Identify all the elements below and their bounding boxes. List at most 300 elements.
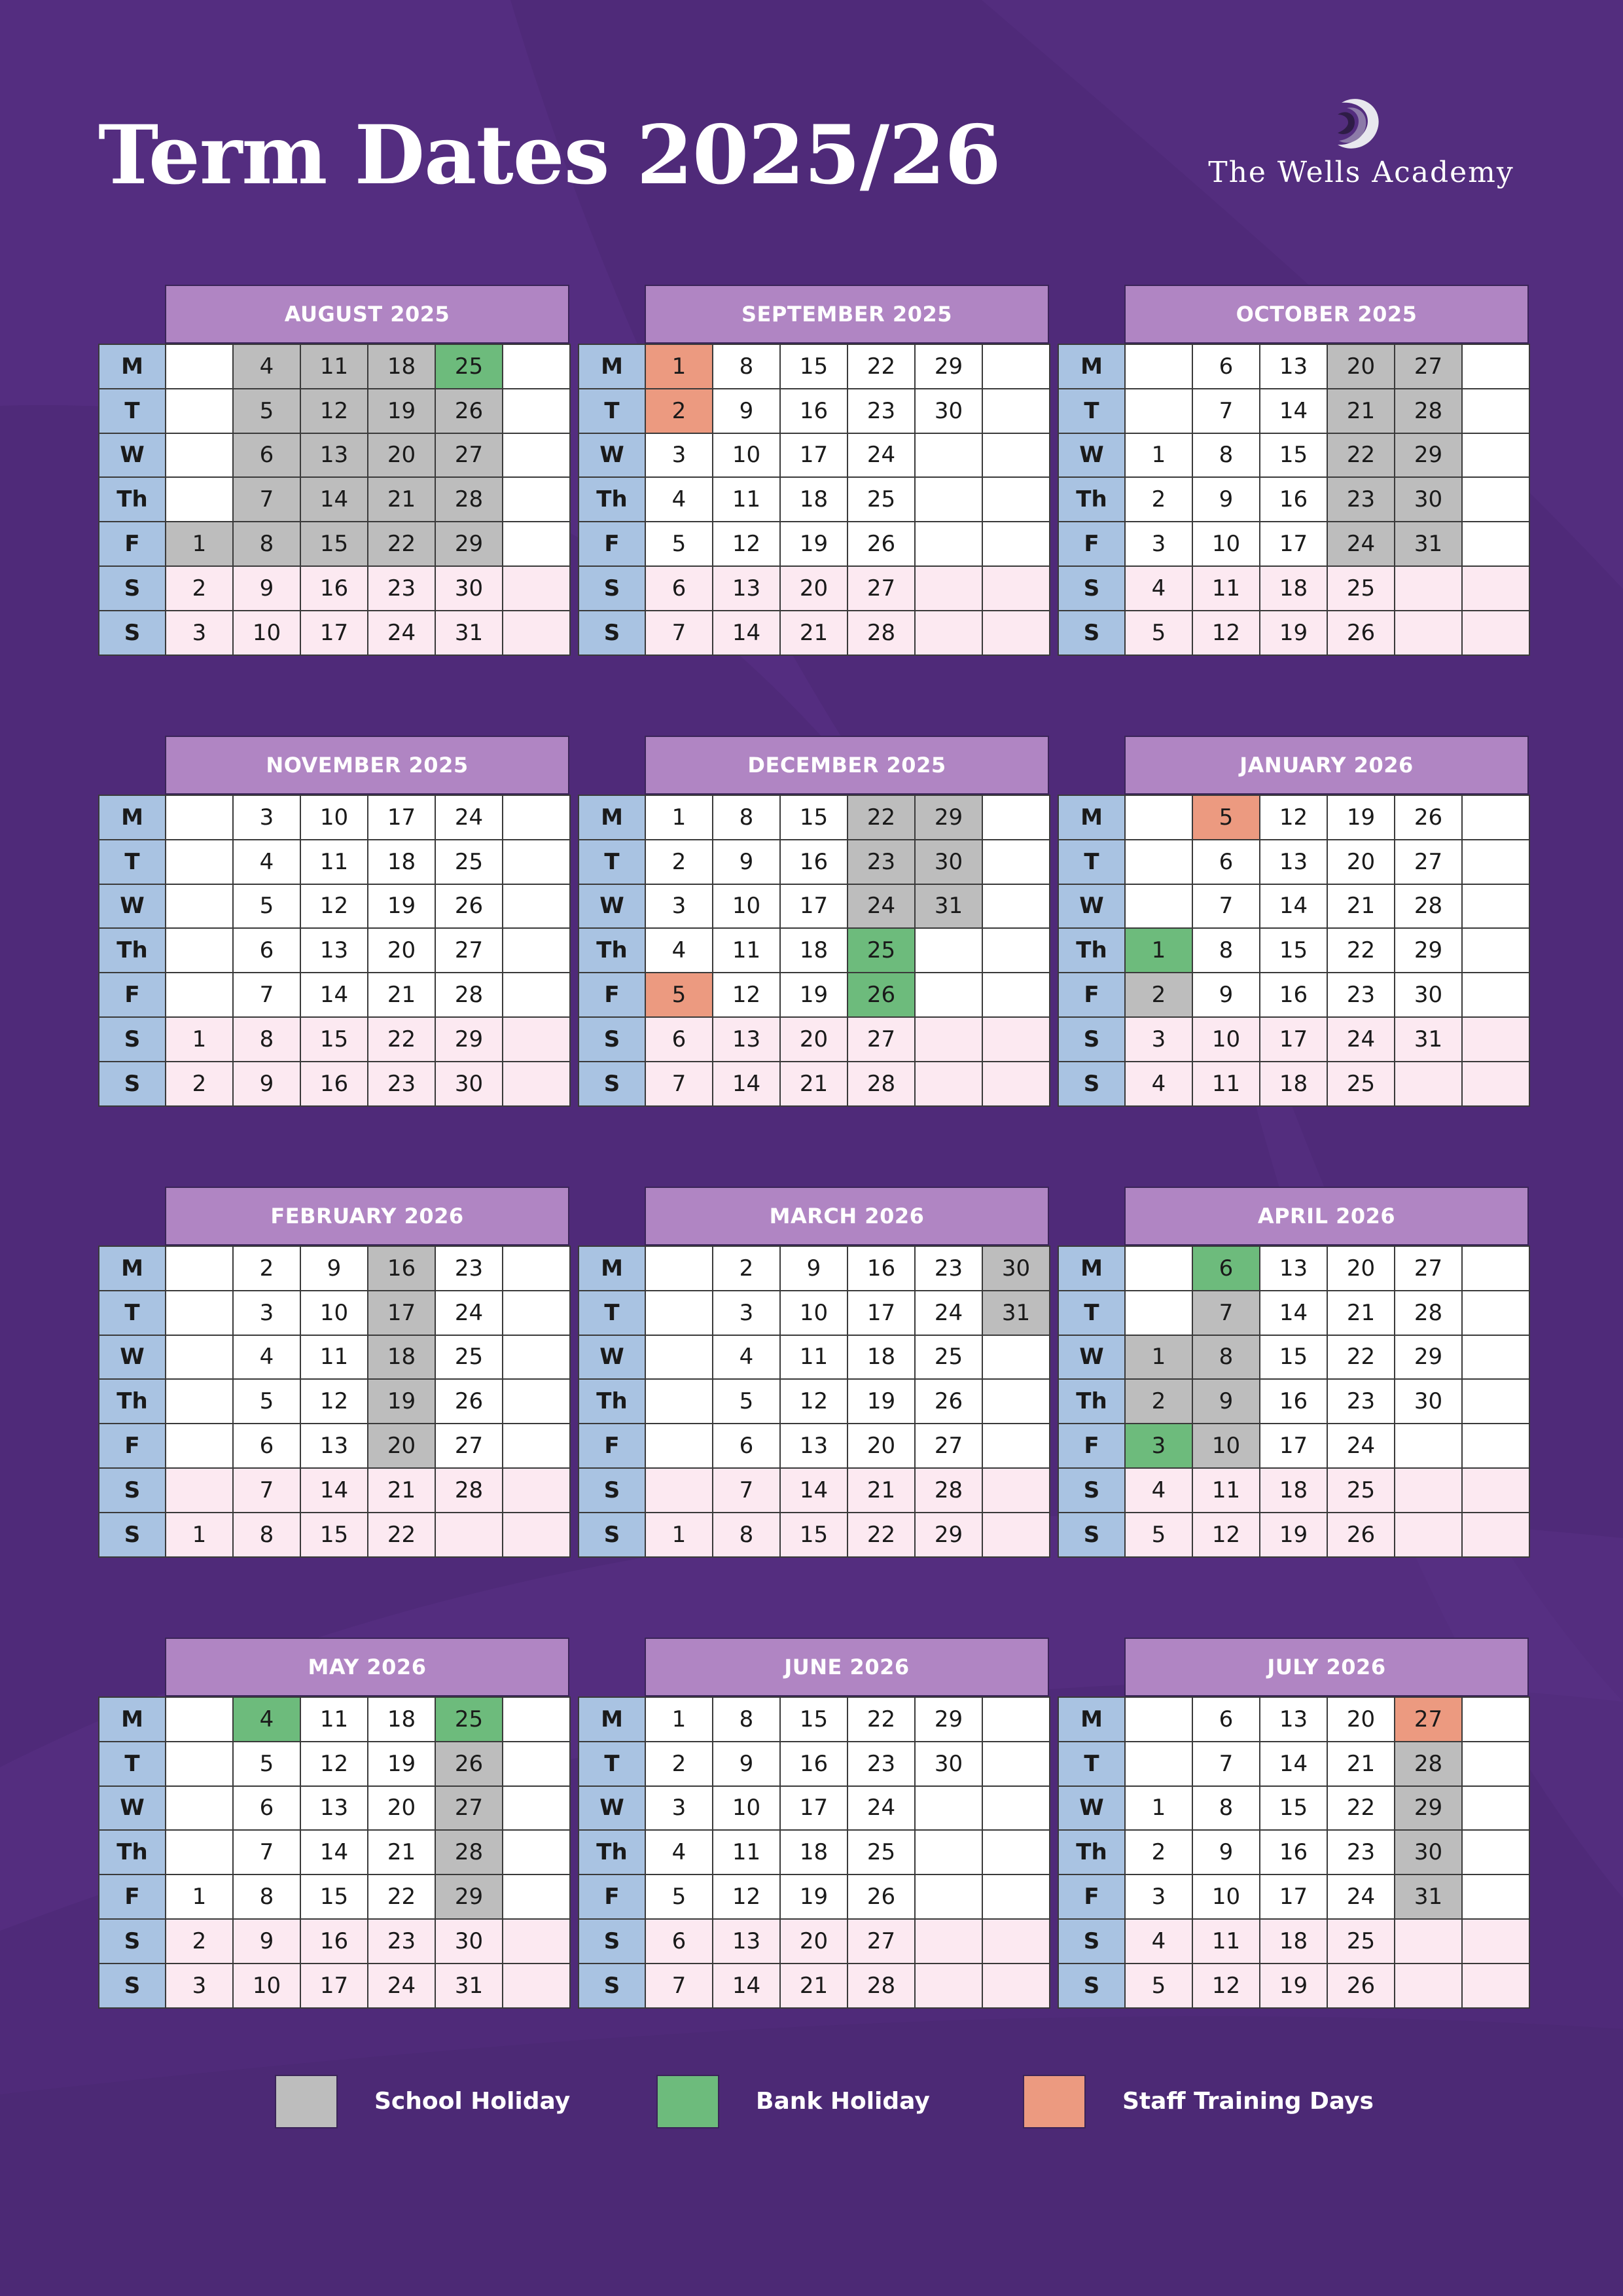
day-cell: 19 bbox=[779, 521, 848, 567]
empty-cell bbox=[1461, 927, 1530, 973]
day-cell: 17 bbox=[367, 795, 436, 840]
month-days-grid bbox=[578, 1246, 1049, 1556]
day-cell: 10 bbox=[779, 1290, 848, 1336]
empty-cell bbox=[502, 1290, 571, 1336]
weekday-label: M bbox=[1058, 1696, 1126, 1742]
day-cell: 1 bbox=[1124, 1785, 1193, 1831]
month-calendar bbox=[1058, 736, 1529, 1105]
empty-cell bbox=[165, 795, 234, 840]
weekday-label: Th bbox=[1058, 1378, 1126, 1424]
day-cell: 27 bbox=[1394, 1246, 1463, 1291]
day-cell: 20 bbox=[1327, 839, 1395, 885]
day-cell: 16 bbox=[1259, 972, 1328, 1018]
day-cell: 29 bbox=[435, 1016, 503, 1062]
day-cell: 28 bbox=[1394, 1290, 1463, 1336]
empty-cell bbox=[1124, 344, 1193, 389]
day-cell: 7 bbox=[712, 1467, 781, 1513]
month-days-grid bbox=[1058, 795, 1529, 1105]
day-cell: 7 bbox=[232, 972, 301, 1018]
empty-cell bbox=[502, 1918, 571, 1964]
day-cell: 3 bbox=[1124, 1874, 1193, 1920]
day-cell: 19 bbox=[1259, 610, 1328, 656]
day-cell: 2 bbox=[1124, 1378, 1193, 1424]
empty-cell bbox=[982, 433, 1050, 478]
month-calendar bbox=[98, 1187, 569, 1556]
empty-cell bbox=[1461, 1378, 1530, 1424]
day-cell: 5 bbox=[232, 1378, 301, 1424]
day-cell: 7 bbox=[645, 1061, 713, 1107]
day-cell: 24 bbox=[847, 884, 916, 929]
day-cell: 8 bbox=[232, 521, 301, 567]
day-cell: 29 bbox=[914, 344, 983, 389]
weekday-label: Th bbox=[1058, 927, 1126, 973]
day-cell: 7 bbox=[1192, 1290, 1260, 1336]
day-cell: 20 bbox=[1327, 344, 1395, 389]
weekday-label: T bbox=[1058, 1290, 1126, 1336]
day-cell: 18 bbox=[779, 1829, 848, 1875]
day-cell: 10 bbox=[232, 1963, 301, 2009]
empty-cell bbox=[1461, 795, 1530, 840]
day-cell: 3 bbox=[645, 1785, 713, 1831]
day-cell: 26 bbox=[1327, 610, 1395, 656]
day-cell: 12 bbox=[779, 1378, 848, 1424]
empty-cell bbox=[165, 388, 234, 434]
weekday-label: Th bbox=[578, 1378, 646, 1424]
day-cell: 13 bbox=[300, 927, 368, 973]
empty-cell bbox=[165, 839, 234, 885]
day-cell: 16 bbox=[1259, 1378, 1328, 1424]
month-days-grid bbox=[1058, 1696, 1529, 2007]
day-cell: 29 bbox=[914, 795, 983, 840]
day-cell: 12 bbox=[300, 884, 368, 929]
weekday-label: Th bbox=[578, 476, 646, 522]
day-cell: 8 bbox=[232, 1512, 301, 1558]
day-cell: 17 bbox=[1259, 1016, 1328, 1062]
day-cell: 28 bbox=[914, 1467, 983, 1513]
day-cell: 24 bbox=[367, 610, 436, 656]
day-cell: 24 bbox=[435, 795, 503, 840]
empty-cell bbox=[982, 1378, 1050, 1424]
day-cell: 11 bbox=[712, 476, 781, 522]
weekday-label: F bbox=[1058, 1423, 1126, 1469]
empty-cell bbox=[982, 1963, 1050, 2009]
day-cell: 30 bbox=[914, 1741, 983, 1787]
empty-cell bbox=[1394, 1918, 1463, 1964]
day-cell: 31 bbox=[435, 1963, 503, 2009]
day-cell: 24 bbox=[435, 1290, 503, 1336]
day-cell: 5 bbox=[645, 1874, 713, 1920]
weekday-label: Th bbox=[578, 927, 646, 973]
weekday-label: M bbox=[578, 795, 646, 840]
day-cell: 2 bbox=[712, 1246, 781, 1291]
month-days-grid bbox=[578, 795, 1049, 1105]
day-cell: 5 bbox=[712, 1378, 781, 1424]
day-cell: 17 bbox=[300, 1963, 368, 2009]
month-days-grid bbox=[98, 344, 569, 655]
day-cell: 30 bbox=[1394, 476, 1463, 522]
weekday-label: S bbox=[98, 1061, 166, 1107]
day-cell: 3 bbox=[165, 1963, 234, 2009]
day-cell: 28 bbox=[1394, 1741, 1463, 1787]
weekday-label: W bbox=[578, 1785, 646, 1831]
legend-label: Staff Training Days bbox=[1122, 2088, 1374, 2115]
day-cell: 6 bbox=[645, 1016, 713, 1062]
day-cell: 24 bbox=[847, 433, 916, 478]
month-header: JULY 2026 bbox=[1124, 1638, 1529, 1696]
empty-cell bbox=[914, 1061, 983, 1107]
weekday-label: F bbox=[98, 1423, 166, 1469]
empty-cell bbox=[645, 1378, 713, 1424]
day-cell: 28 bbox=[435, 972, 503, 1018]
day-cell: 20 bbox=[779, 1016, 848, 1062]
day-cell: 18 bbox=[367, 1696, 436, 1742]
legend-item-bank-holiday bbox=[656, 2075, 971, 2131]
empty-cell bbox=[1124, 1290, 1193, 1336]
empty-cell bbox=[165, 1335, 234, 1380]
weekday-label: T bbox=[1058, 388, 1126, 434]
day-cell: 12 bbox=[300, 1741, 368, 1787]
empty-cell bbox=[982, 972, 1050, 1018]
weekday-label: M bbox=[578, 1696, 646, 1742]
weekday-label: F bbox=[578, 1874, 646, 1920]
day-cell: 19 bbox=[847, 1378, 916, 1424]
empty-cell bbox=[502, 433, 571, 478]
empty-cell bbox=[502, 1874, 571, 1920]
weekday-label: Th bbox=[1058, 476, 1126, 522]
empty-cell bbox=[982, 1467, 1050, 1513]
day-cell: 11 bbox=[300, 344, 368, 389]
day-cell: 8 bbox=[1192, 433, 1260, 478]
day-cell: 27 bbox=[847, 1918, 916, 1964]
empty-cell bbox=[914, 972, 983, 1018]
empty-cell bbox=[502, 1378, 571, 1424]
day-cell: 1 bbox=[165, 1016, 234, 1062]
month-calendar bbox=[98, 1638, 569, 2007]
empty-cell bbox=[1461, 1874, 1530, 1920]
day-cell: 25 bbox=[435, 1335, 503, 1380]
weekday-label: S bbox=[1058, 1016, 1126, 1062]
day-cell: 9 bbox=[232, 565, 301, 611]
empty-cell bbox=[1461, 1335, 1530, 1380]
day-cell: 26 bbox=[435, 1741, 503, 1787]
day-cell: 28 bbox=[435, 476, 503, 522]
empty-cell bbox=[165, 884, 234, 929]
day-cell: 22 bbox=[367, 1512, 436, 1558]
day-cell: 23 bbox=[435, 1246, 503, 1291]
day-cell: 1 bbox=[645, 795, 713, 840]
day-cell: 2 bbox=[645, 839, 713, 885]
day-cell: 21 bbox=[1327, 388, 1395, 434]
month-calendar bbox=[1058, 1638, 1529, 2007]
day-cell: 8 bbox=[1192, 1785, 1260, 1831]
empty-cell bbox=[1461, 1785, 1530, 1831]
day-cell: 27 bbox=[435, 927, 503, 973]
day-cell: 26 bbox=[847, 972, 916, 1018]
month-header: DECEMBER 2025 bbox=[645, 736, 1049, 795]
day-cell: 24 bbox=[1327, 1874, 1395, 1920]
day-cell: 2 bbox=[1124, 972, 1193, 1018]
empty-cell bbox=[1461, 1829, 1530, 1875]
empty-cell bbox=[502, 972, 571, 1018]
day-cell: 24 bbox=[1327, 1016, 1395, 1062]
day-cell: 3 bbox=[645, 884, 713, 929]
day-cell: 24 bbox=[1327, 521, 1395, 567]
legend bbox=[0, 2075, 1623, 2140]
empty-cell bbox=[502, 1785, 571, 1831]
empty-cell bbox=[1461, 388, 1530, 434]
day-cell: 25 bbox=[1327, 1918, 1395, 1964]
day-cell: 14 bbox=[300, 1467, 368, 1513]
weekday-label: T bbox=[1058, 839, 1126, 885]
empty-cell bbox=[165, 1785, 234, 1831]
day-cell: 8 bbox=[712, 1512, 781, 1558]
day-cell: 17 bbox=[779, 433, 848, 478]
day-cell: 26 bbox=[435, 884, 503, 929]
empty-cell bbox=[1394, 565, 1463, 611]
day-cell: 30 bbox=[914, 839, 983, 885]
empty-cell bbox=[982, 1512, 1050, 1558]
empty-cell bbox=[645, 1335, 713, 1380]
weekday-label: S bbox=[98, 1963, 166, 2009]
day-cell: 18 bbox=[1259, 1467, 1328, 1513]
day-cell: 15 bbox=[779, 1512, 848, 1558]
day-cell: 21 bbox=[367, 476, 436, 522]
day-cell: 18 bbox=[367, 839, 436, 885]
day-cell: 11 bbox=[1192, 1061, 1260, 1107]
empty-cell bbox=[1124, 1741, 1193, 1787]
day-cell: 15 bbox=[1259, 1335, 1328, 1380]
empty-cell bbox=[914, 521, 983, 567]
weekday-label: Th bbox=[578, 1829, 646, 1875]
day-cell: 19 bbox=[779, 1874, 848, 1920]
empty-cell bbox=[982, 388, 1050, 434]
day-cell: 5 bbox=[1192, 795, 1260, 840]
day-cell: 4 bbox=[232, 1696, 301, 1742]
empty-cell bbox=[502, 1696, 571, 1742]
empty-cell bbox=[1461, 839, 1530, 885]
weekday-label: S bbox=[578, 1016, 646, 1062]
day-cell: 30 bbox=[982, 1246, 1050, 1291]
day-cell: 22 bbox=[367, 521, 436, 567]
empty-cell bbox=[1461, 1423, 1530, 1469]
weekday-label: Th bbox=[98, 1829, 166, 1875]
empty-cell bbox=[502, 1061, 571, 1107]
day-cell: 25 bbox=[435, 344, 503, 389]
day-cell: 5 bbox=[232, 1741, 301, 1787]
weekday-label: W bbox=[98, 1335, 166, 1380]
day-cell: 20 bbox=[367, 1423, 436, 1469]
empty-cell bbox=[1124, 839, 1193, 885]
weekday-label: M bbox=[98, 344, 166, 389]
day-cell: 25 bbox=[847, 476, 916, 522]
month-calendar bbox=[98, 736, 569, 1105]
day-cell: 10 bbox=[712, 1785, 781, 1831]
month-header: NOVEMBER 2025 bbox=[165, 736, 569, 795]
day-cell: 4 bbox=[645, 476, 713, 522]
day-cell: 20 bbox=[1327, 1696, 1395, 1742]
day-cell: 16 bbox=[1259, 476, 1328, 522]
empty-cell bbox=[502, 884, 571, 929]
day-cell: 12 bbox=[712, 521, 781, 567]
day-cell: 1 bbox=[645, 344, 713, 389]
day-cell: 26 bbox=[1327, 1963, 1395, 2009]
day-cell: 30 bbox=[435, 565, 503, 611]
month-days-grid bbox=[98, 1246, 569, 1556]
empty-cell bbox=[914, 1829, 983, 1875]
empty-cell bbox=[502, 521, 571, 567]
day-cell: 17 bbox=[779, 884, 848, 929]
day-cell: 28 bbox=[847, 610, 916, 656]
day-cell: 8 bbox=[232, 1016, 301, 1062]
day-cell: 1 bbox=[1124, 433, 1193, 478]
day-cell: 21 bbox=[779, 610, 848, 656]
day-cell: 9 bbox=[232, 1918, 301, 1964]
day-cell: 13 bbox=[1259, 839, 1328, 885]
weekday-label: M bbox=[98, 795, 166, 840]
empty-cell bbox=[982, 795, 1050, 840]
weekday-label: S bbox=[98, 1467, 166, 1513]
day-cell: 13 bbox=[1259, 1696, 1328, 1742]
day-cell: 2 bbox=[1124, 1829, 1193, 1875]
day-cell: 10 bbox=[1192, 1423, 1260, 1469]
day-cell: 19 bbox=[1259, 1512, 1328, 1558]
weekday-label: W bbox=[1058, 884, 1126, 929]
day-cell: 1 bbox=[1124, 1335, 1193, 1380]
day-cell: 1 bbox=[1124, 927, 1193, 973]
day-cell: 29 bbox=[1394, 433, 1463, 478]
weekday-label: W bbox=[578, 884, 646, 929]
day-cell: 10 bbox=[300, 1290, 368, 1336]
day-cell: 22 bbox=[1327, 927, 1395, 973]
day-cell: 12 bbox=[1192, 1963, 1260, 2009]
day-cell: 8 bbox=[232, 1874, 301, 1920]
day-cell: 11 bbox=[1192, 1918, 1260, 1964]
day-cell: 7 bbox=[232, 476, 301, 522]
day-cell: 27 bbox=[1394, 344, 1463, 389]
day-cell: 22 bbox=[1327, 1785, 1395, 1831]
day-cell: 9 bbox=[1192, 1378, 1260, 1424]
day-cell: 12 bbox=[1192, 610, 1260, 656]
day-cell: 26 bbox=[1394, 795, 1463, 840]
day-cell: 28 bbox=[435, 1829, 503, 1875]
empty-cell bbox=[502, 476, 571, 522]
day-cell: 15 bbox=[300, 521, 368, 567]
day-cell: 15 bbox=[1259, 1785, 1328, 1831]
empty-cell bbox=[1461, 1696, 1530, 1742]
day-cell: 14 bbox=[1259, 1741, 1328, 1787]
day-cell: 18 bbox=[779, 476, 848, 522]
staff-training-swatch bbox=[1023, 2075, 1086, 2128]
empty-cell bbox=[914, 927, 983, 973]
day-cell: 6 bbox=[712, 1423, 781, 1469]
weekday-label: S bbox=[1058, 610, 1126, 656]
weekday-label: M bbox=[1058, 1246, 1126, 1291]
day-cell: 16 bbox=[300, 1918, 368, 1964]
day-cell: 25 bbox=[1327, 1467, 1395, 1513]
month-calendar bbox=[98, 285, 569, 655]
month-days-grid bbox=[98, 795, 569, 1105]
day-cell: 29 bbox=[435, 1874, 503, 1920]
empty-cell bbox=[1124, 1696, 1193, 1742]
day-cell: 11 bbox=[300, 1335, 368, 1380]
weekday-label: T bbox=[98, 388, 166, 434]
day-cell: 11 bbox=[300, 1696, 368, 1742]
empty-cell bbox=[914, 565, 983, 611]
weekday-label: S bbox=[1058, 1512, 1126, 1558]
empty-cell bbox=[645, 1246, 713, 1291]
day-cell: 31 bbox=[435, 610, 503, 656]
day-cell: 11 bbox=[1192, 565, 1260, 611]
day-cell: 6 bbox=[232, 1423, 301, 1469]
month-calendar bbox=[1058, 1187, 1529, 1556]
day-cell: 19 bbox=[367, 1741, 436, 1787]
day-cell: 18 bbox=[1259, 1918, 1328, 1964]
day-cell: 4 bbox=[1124, 1061, 1193, 1107]
empty-cell bbox=[165, 433, 234, 478]
weekday-label: S bbox=[578, 610, 646, 656]
day-cell: 9 bbox=[712, 388, 781, 434]
weekday-label: S bbox=[98, 610, 166, 656]
day-cell: 17 bbox=[1259, 521, 1328, 567]
day-cell: 30 bbox=[435, 1918, 503, 1964]
day-cell: 17 bbox=[1259, 1423, 1328, 1469]
weekday-label: F bbox=[1058, 972, 1126, 1018]
month-header: FEBRUARY 2026 bbox=[165, 1187, 569, 1246]
school-holiday-swatch bbox=[275, 2075, 338, 2128]
weekday-label: T bbox=[98, 1290, 166, 1336]
weekday-label: W bbox=[1058, 433, 1126, 478]
empty-cell bbox=[1461, 433, 1530, 478]
day-cell: 29 bbox=[1394, 1785, 1463, 1831]
day-cell: 3 bbox=[232, 795, 301, 840]
weekday-label: Th bbox=[98, 1378, 166, 1424]
empty-cell bbox=[982, 927, 1050, 973]
empty-cell bbox=[1461, 521, 1530, 567]
day-cell: 2 bbox=[1124, 476, 1193, 522]
month-days-grid bbox=[578, 344, 1049, 655]
day-cell: 28 bbox=[1394, 884, 1463, 929]
day-cell: 17 bbox=[779, 1785, 848, 1831]
day-cell: 30 bbox=[435, 1061, 503, 1107]
weekday-label: W bbox=[98, 884, 166, 929]
weekday-label: S bbox=[1058, 1963, 1126, 2009]
empty-cell bbox=[165, 1378, 234, 1424]
empty-cell bbox=[914, 610, 983, 656]
day-cell: 20 bbox=[847, 1423, 916, 1469]
weekday-label: S bbox=[578, 1918, 646, 1964]
empty-cell bbox=[982, 839, 1050, 885]
day-cell: 27 bbox=[914, 1423, 983, 1469]
empty-cell bbox=[502, 610, 571, 656]
day-cell: 20 bbox=[779, 1918, 848, 1964]
day-cell: 22 bbox=[1327, 1335, 1395, 1380]
empty-cell bbox=[502, 1829, 571, 1875]
empty-cell bbox=[982, 476, 1050, 522]
day-cell: 12 bbox=[712, 1874, 781, 1920]
empty-cell bbox=[165, 927, 234, 973]
empty-cell bbox=[982, 344, 1050, 389]
empty-cell bbox=[982, 521, 1050, 567]
day-cell: 9 bbox=[1192, 972, 1260, 1018]
day-cell: 12 bbox=[300, 388, 368, 434]
day-cell: 3 bbox=[645, 433, 713, 478]
empty-cell bbox=[165, 1290, 234, 1336]
day-cell: 19 bbox=[367, 388, 436, 434]
day-cell: 3 bbox=[1124, 1423, 1193, 1469]
month-days-grid bbox=[1058, 344, 1529, 655]
legend-label: School Holiday bbox=[374, 2088, 571, 2115]
empty-cell bbox=[1394, 1423, 1463, 1469]
